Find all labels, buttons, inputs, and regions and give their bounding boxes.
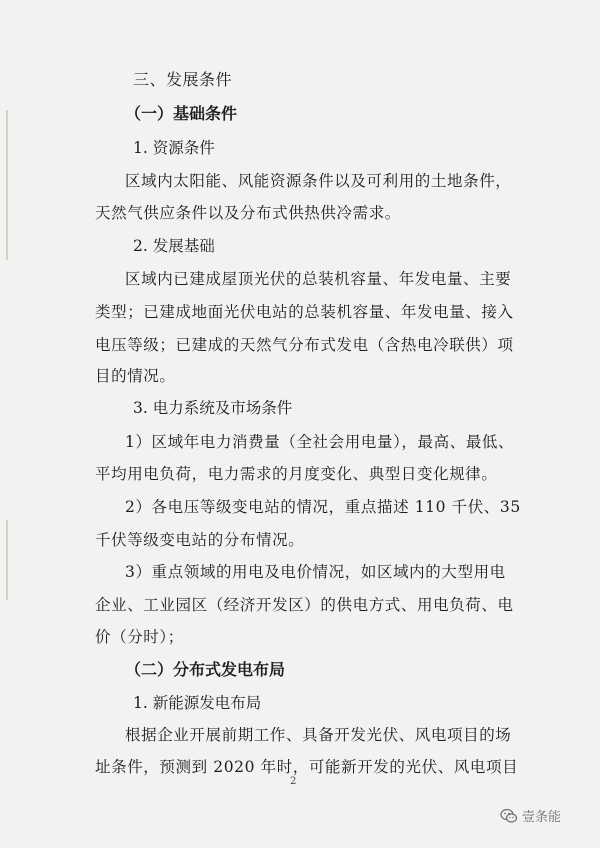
paragraph-line: 天然气供应条件以及分布式供热供冷需求。 — [95, 204, 401, 222]
item-heading: 1. 新能源发电布局 — [133, 694, 262, 712]
paragraph-line: 区域内太阳能、风能资源条件以及可利用的土地条件， — [125, 172, 512, 190]
item-heading: 1. 资源条件 — [133, 139, 215, 157]
paragraph-line: 价（分时）； — [95, 628, 184, 646]
page-number: 2 — [290, 776, 297, 787]
wechat-icon — [500, 808, 518, 824]
item-heading: 3. 电力系统及市场条件 — [133, 399, 293, 417]
item-heading: 2. 发展基础 — [133, 237, 215, 255]
watermark-text: 壹条能 — [522, 810, 562, 825]
binding-shadow — [6, 110, 8, 260]
paragraph-line: 千伏等级变电站的分布情况。 — [95, 531, 305, 549]
section-heading: 三、发展条件 — [133, 70, 233, 89]
paragraph-line: 类型；已建成地面光伏电站的总装机容量、年发电量、接入 — [95, 303, 514, 321]
binding-shadow — [6, 520, 8, 600]
paragraph-line: 1）区域年电力消费量（全社会用电量），最高、最低、 — [125, 433, 515, 451]
paragraph-line: 3）重点领域的用电及电价情况，如区域内的大型用电 — [125, 563, 506, 581]
paragraph-line: 目的情况。 — [95, 367, 176, 385]
paragraph-line: 电压等级；已建成的天然气分布式发电（含热电冷联供）项 — [95, 336, 514, 354]
watermark — [500, 806, 561, 825]
paragraph-line: 企业、工业园区（经济开发区）的供电方式、用电负荷、电 — [95, 596, 514, 614]
subsection-heading: （一）基础条件 — [125, 104, 238, 123]
subsection-heading: （二）分布式发电布局 — [125, 660, 286, 679]
paragraph-line: 平均用电负荷，电力需求的月度变化、典型日变化规律。 — [95, 465, 498, 483]
paragraph-line: 址条件，预测到 2020 年时，可能新开发的光伏、风电项目 — [95, 758, 519, 776]
paragraph-line: 根据企业开展前期工作、具备开发光伏、风电项目的场 — [125, 726, 512, 744]
paragraph-line: 2）各电压等级变电站的情况，重点描述 110 千伏、35 — [125, 498, 521, 516]
paragraph-line: 区域内已建成屋顶光伏的总装机容量、年发电量、主要 — [125, 270, 512, 288]
